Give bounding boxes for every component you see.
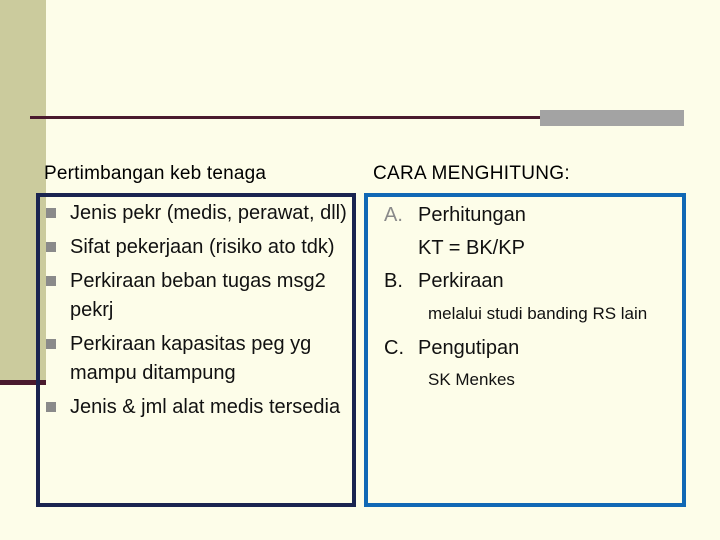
list-item	[44, 199, 349, 228]
method-a	[384, 199, 674, 265]
method-c-title: Pengutipan	[418, 337, 520, 359]
method-a-detail: KT = BK/KP	[418, 237, 525, 259]
list-item-text: Sifat pekerjaan (risiko ato tdk)	[70, 236, 335, 258]
list-item-text: Jenis & jml alat medis tersedia	[70, 396, 341, 418]
method-c-detail: SK Menkes	[428, 370, 515, 389]
square-bullet-icon	[46, 276, 56, 286]
left-heading: Pertimbangan keb tenaga	[44, 163, 267, 184]
square-bullet-icon	[46, 208, 56, 218]
list-item	[44, 267, 349, 325]
method-b-detail: melalui studi banding RS lain	[428, 304, 648, 323]
right-heading: CARA MENGHITUNG:	[373, 163, 570, 184]
list-item-text: Jenis pekr (medis, perawat, dll)	[70, 202, 347, 224]
square-bullet-icon	[46, 339, 56, 349]
title-rule-accent	[540, 110, 684, 126]
square-bullet-icon	[46, 242, 56, 252]
method-c-letter: C.	[384, 337, 404, 359]
list-item	[44, 330, 349, 388]
square-bullet-icon	[46, 402, 56, 412]
list-item	[44, 233, 349, 262]
method-b-letter: B.	[384, 270, 403, 292]
list-item	[44, 393, 349, 422]
list-item-text: Perkiraan kapasitas peg yg mampu ditampung	[70, 333, 312, 384]
calculation-methods	[384, 199, 674, 390]
title-rule	[30, 116, 540, 119]
list-item-text: Perkiraan beban tugas msg2 pekrj	[70, 270, 326, 321]
method-a-letter: A.	[384, 204, 403, 226]
consideration-list	[44, 199, 349, 427]
method-c	[384, 332, 674, 365]
method-b	[384, 265, 674, 298]
method-a-title: Perhitungan	[418, 204, 526, 226]
method-b-title: Perkiraan	[418, 270, 504, 292]
